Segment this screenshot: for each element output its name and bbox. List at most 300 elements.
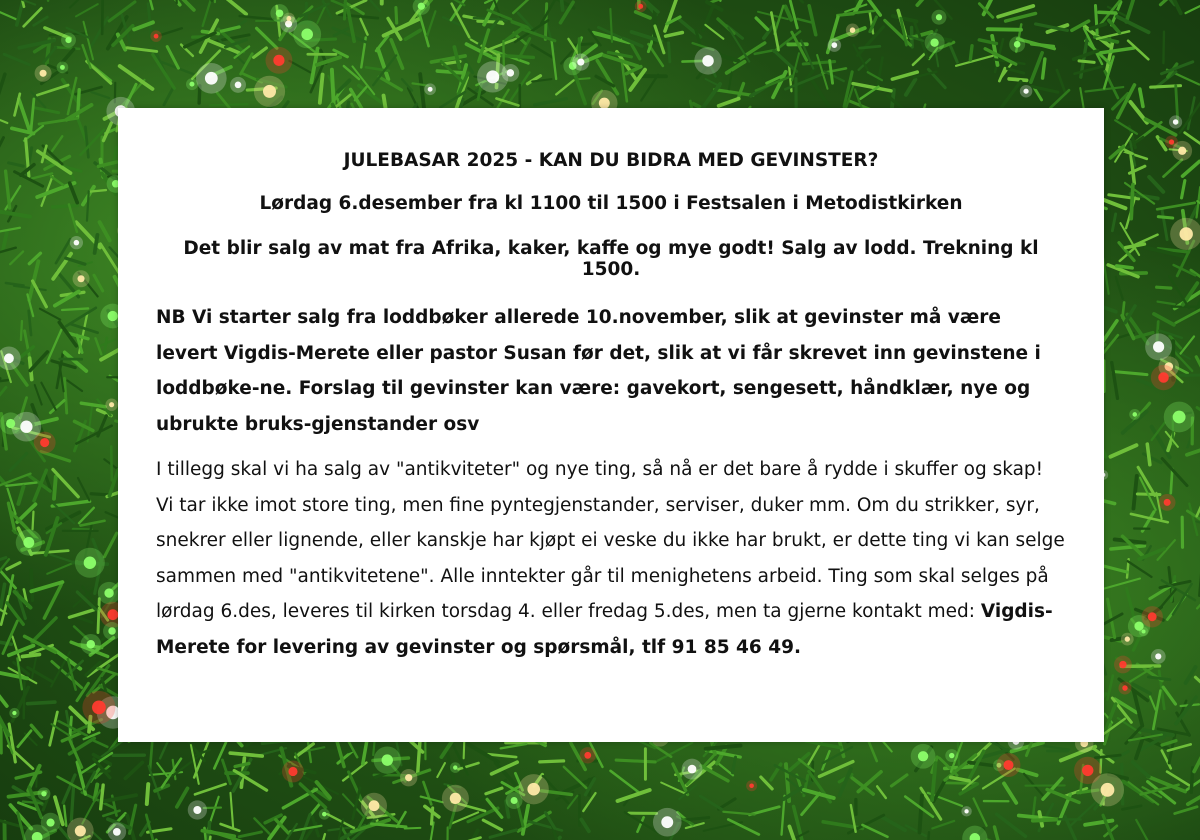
fir-needle: [0, 380, 8, 384]
fir-needle: [1123, 151, 1147, 159]
christmas-light: [40, 70, 47, 77]
fir-needle: [4, 54, 29, 64]
fir-needle: [230, 753, 262, 756]
fir-needle: [1104, 200, 1126, 208]
christmas-light: [276, 9, 284, 17]
fir-needle: [289, 61, 310, 72]
christmas-light: [1180, 227, 1193, 240]
fir-needle: [1103, 578, 1140, 589]
fir-needle: [33, 281, 47, 307]
christmas-light: [749, 783, 754, 788]
fir-needle: [641, 75, 658, 101]
fir-needle: [755, 50, 774, 54]
fir-needle: [782, 796, 785, 835]
christmas-light: [108, 627, 116, 635]
fir-needle: [50, 712, 58, 745]
fir-needle: [1120, 223, 1139, 255]
fir-needle: [203, 0, 214, 26]
fir-needle: [31, 99, 34, 131]
christmas-light: [1164, 499, 1171, 506]
fir-needle: [22, 654, 39, 656]
fir-needle: [1112, 214, 1115, 231]
christmas-light: [87, 640, 96, 649]
fir-needle: [556, 80, 573, 94]
fir-needle: [715, 90, 753, 96]
fir-needle: [1158, 302, 1175, 305]
fir-needle: [532, 45, 553, 57]
fir-needle: [100, 795, 136, 802]
christmas-light: [109, 402, 114, 407]
fir-needle: [100, 222, 110, 240]
fir-needle: [366, 0, 380, 11]
fir-needle: [454, 47, 459, 68]
fir-needle: [1133, 635, 1140, 650]
christmas-light: [1082, 765, 1093, 776]
fir-needle: [32, 173, 52, 178]
christmas-light: [850, 27, 856, 33]
fir-needle: [1033, 819, 1056, 820]
christmas-light: [577, 59, 584, 66]
fir-needle: [1183, 161, 1200, 176]
fir-needle: [974, 798, 987, 825]
christmas-light: [46, 819, 54, 827]
fir-needle: [391, 40, 402, 68]
fir-needle: [85, 127, 88, 157]
fir-needle: [1187, 449, 1200, 455]
fir-needle: [1111, 445, 1137, 457]
fir-needle: [69, 610, 94, 618]
fir-needle: [1180, 101, 1200, 133]
fir-needle: [239, 832, 261, 837]
fir-needle: [1158, 217, 1172, 218]
fir-needle: [17, 1, 23, 25]
fir-needle: [501, 744, 527, 748]
christmas-light: [382, 754, 393, 765]
fir-needle: [906, 79, 915, 94]
fir-needle: [574, 71, 586, 104]
fir-needle: [19, 99, 29, 130]
fir-needle: [540, 761, 564, 762]
christmas-light: [1155, 653, 1161, 659]
fir-needle: [1115, 120, 1137, 133]
christmas-light: [832, 42, 838, 48]
fir-needle: [111, 446, 112, 480]
christmas-light: [74, 240, 80, 246]
fir-needle: [344, 0, 346, 19]
fir-needle: [483, 820, 501, 830]
fir-needle: [150, 742, 152, 769]
fir-needle: [1186, 2, 1200, 13]
fir-needle: [71, 787, 73, 821]
fir-needle: [686, 823, 704, 828]
fir-needle: [790, 754, 809, 771]
fir-needle: [9, 724, 15, 762]
fir-needle: [98, 599, 99, 633]
fir-needle: [882, 817, 905, 830]
fir-needle: [728, 819, 759, 834]
fir-needle: [254, 48, 267, 57]
fir-needle: [771, 13, 778, 51]
fir-needle: [93, 832, 109, 840]
fir-needle: [195, 784, 226, 794]
fir-needle: [1018, 770, 1037, 776]
christmas-light: [84, 557, 96, 569]
fir-needle: [1117, 266, 1132, 268]
fir-needle: [906, 825, 926, 835]
fir-needle: [0, 114, 7, 123]
fir-needle: [402, 79, 412, 91]
christmas-light: [511, 797, 518, 804]
fir-needle: [719, 764, 733, 776]
fir-needle: [372, 824, 406, 827]
fir-needle: [720, 0, 725, 1]
fir-needle: [1133, 762, 1149, 777]
fir-needle: [919, 795, 921, 832]
fir-needle: [0, 12, 17, 20]
fir-needle: [1079, 61, 1094, 63]
christmas-light: [1023, 89, 1028, 94]
fir-needle: [1144, 454, 1162, 463]
christmas-light: [6, 419, 15, 428]
fir-needle: [970, 46, 972, 60]
fir-needle: [101, 785, 104, 809]
fir-needle: [35, 385, 42, 405]
fir-needle: [1095, 6, 1097, 34]
fir-needle: [1031, 44, 1053, 46]
fir-needle: [891, 775, 906, 786]
fir-needle: [437, 763, 445, 777]
fir-needle: [696, 30, 702, 52]
fir-needle: [359, 86, 386, 106]
christmas-light: [4, 353, 14, 363]
fir-needle: [90, 190, 106, 192]
fir-needle: [560, 0, 563, 10]
fir-needle: [784, 831, 808, 840]
christmas-light: [918, 751, 928, 761]
fir-needle: [34, 17, 48, 25]
christmas-light: [1173, 119, 1178, 124]
fir-needle: [10, 252, 23, 265]
fir-needle: [951, 777, 969, 781]
fir-needle: [67, 381, 82, 391]
fir-needle: [0, 584, 4, 610]
fir-needle: [483, 39, 516, 52]
fir-needle: [54, 477, 56, 499]
christmas-light: [12, 711, 16, 715]
fir-needle: [936, 52, 938, 67]
fir-needle: [3, 232, 7, 251]
fir-needle: [700, 796, 721, 809]
fir-needle: [581, 819, 589, 831]
fir-needle: [809, 6, 816, 35]
fir-needle: [34, 108, 59, 113]
christmas-light: [584, 752, 591, 759]
fir-needle: [513, 0, 538, 13]
fir-needle: [6, 171, 10, 208]
fir-needle: [51, 176, 63, 185]
fir-needle: [56, 47, 80, 49]
fir-needle: [44, 585, 61, 619]
fir-needle: [1149, 177, 1163, 192]
fir-needle: [149, 766, 160, 799]
fir-needle: [1128, 561, 1152, 577]
sale-description-line: Det blir salg av mat fra Afrika, kaker, kaffe og mye godt! Salg av lodd. Trekning kl 1500.: [183, 238, 1039, 280]
christmas-light: [107, 311, 117, 321]
fir-needle: [564, 767, 586, 788]
fir-needle: [862, 825, 887, 837]
fir-needle: [52, 136, 62, 151]
fir-needle: [6, 483, 36, 486]
fir-needle: [10, 454, 27, 471]
fir-needle: [1163, 687, 1175, 704]
christmas-light: [75, 825, 86, 836]
fir-needle: [378, 49, 388, 79]
fir-needle: [485, 0, 521, 3]
fir-needle: [1057, 70, 1066, 94]
christmas-light: [273, 55, 284, 66]
fir-needle: [1196, 522, 1200, 527]
fir-needle: [1182, 181, 1185, 198]
fir-needle: [1196, 357, 1200, 374]
fir-needle: [41, 383, 55, 410]
christmas-light: [1148, 612, 1157, 621]
fir-needle: [1004, 783, 1016, 802]
fir-needle: [622, 63, 627, 101]
christmas-light: [1134, 621, 1143, 630]
fir-needle: [6, 283, 24, 286]
fir-needle: [93, 740, 108, 747]
christmas-light: [1004, 760, 1014, 770]
fir-needle: [33, 512, 34, 530]
fir-needle: [535, 99, 567, 105]
fir-needle: [53, 206, 78, 207]
fir-needle: [32, 618, 56, 642]
christmas-light: [92, 700, 106, 714]
fir-needle: [1033, 798, 1035, 816]
christmas-light: [193, 806, 201, 814]
fir-needle: [738, 84, 744, 99]
christmas-light: [77, 275, 84, 282]
fir-needle: [988, 29, 1021, 30]
fir-needle: [568, 796, 578, 809]
announcement-card: [118, 108, 1104, 742]
fir-needle: [804, 790, 834, 798]
christmas-light: [288, 767, 297, 776]
fir-needle: [1097, 31, 1129, 38]
fir-needle: [396, 8, 397, 24]
fir-needle: [0, 228, 20, 234]
fir-needle: [418, 739, 420, 772]
fir-needle: [28, 702, 55, 704]
fir-needle: [1024, 774, 1043, 795]
fir-needle: [1163, 32, 1164, 63]
fir-needle: [104, 533, 116, 557]
christmas-light: [661, 816, 673, 828]
fir-needle: [773, 72, 786, 97]
fir-needle: [1140, 89, 1143, 106]
fir-needle: [824, 71, 843, 81]
christmas-light: [40, 438, 49, 447]
fir-needle: [774, 51, 797, 72]
christmas-light: [486, 70, 499, 83]
fir-needle: [215, 0, 246, 14]
fir-needle: [1186, 667, 1196, 683]
fir-needle: [705, 25, 723, 39]
fir-needle: [31, 725, 41, 737]
fir-needle: [317, 57, 340, 65]
fir-needle: [1162, 209, 1167, 239]
fir-needle: [1131, 185, 1133, 219]
fir-needle: [427, 11, 435, 35]
fir-needle: [21, 321, 22, 340]
fir-needle: [669, 43, 670, 62]
fir-needle: [487, 799, 502, 817]
christmas-light: [1169, 139, 1174, 144]
fir-needle: [76, 4, 98, 16]
fir-needle: [40, 309, 60, 320]
fir-needle: [1126, 0, 1134, 22]
christmas-light: [20, 421, 32, 433]
fir-needle: [1043, 59, 1045, 78]
fir-needle: [66, 258, 85, 264]
fir-needle: [756, 18, 767, 29]
fir-needle: [1189, 504, 1197, 535]
fir-needle: [7, 563, 20, 570]
fir-needle: [1075, 66, 1103, 73]
fir-needle: [37, 85, 68, 95]
fir-needle: [62, 308, 88, 310]
fir-needle: [30, 352, 47, 371]
fir-needle: [52, 361, 75, 368]
poster-title: JULEBASAR 2025 - KAN DU BIDRA MED GEVINSTER?: [343, 150, 879, 171]
christmas-light: [263, 85, 276, 98]
fir-needle: [88, 17, 108, 51]
fir-needle: [1162, 459, 1187, 486]
fir-needle: [176, 0, 177, 3]
fir-needle: [1126, 244, 1145, 248]
fir-needle: [241, 54, 253, 74]
fir-needle: [0, 211, 30, 216]
fir-needle: [1098, 48, 1134, 53]
fir-needle: [70, 183, 78, 203]
fir-needle: [221, 824, 240, 831]
christmas-light: [235, 82, 242, 89]
fir-needle: [1122, 806, 1141, 810]
fir-needle: [719, 99, 739, 106]
fir-needle: [1127, 588, 1134, 616]
fir-needle: [79, 508, 94, 523]
fir-needle: [1117, 17, 1149, 33]
fir-needle: [636, 12, 650, 18]
christmas-light: [638, 4, 643, 9]
christmas-light: [104, 588, 113, 597]
fir-needle: [1175, 807, 1197, 814]
fir-needle: [994, 827, 1003, 840]
fir-needle: [616, 760, 655, 762]
fir-needle: [257, 28, 277, 48]
fir-needle: [12, 636, 20, 660]
christmas-light: [205, 72, 218, 85]
fir-needle: [1107, 676, 1112, 700]
fir-needle: [877, 786, 886, 798]
nb-paragraph: NB Vi starter salg fra loddbøker allerede 10.november, slik at gevinster må være levert Vigdis-Merete eller pastor Susan før det, slik at vi får skrevet inn gevinstene i loddbøke-ne. Forslag til gevinster kan være: gavekort, sengesett, håndklær, nye og ubrukte bruks-gjenstander osv: [156, 307, 1041, 435]
fir-needle: [452, 4, 470, 38]
christmas-light: [1178, 147, 1186, 155]
fir-needle: [1150, 696, 1155, 709]
fir-needle: [611, 771, 639, 792]
fir-needle: [47, 0, 48, 1]
christmas-light: [65, 37, 71, 43]
fir-needle: [64, 806, 66, 826]
christmas-light: [527, 783, 540, 796]
fir-needle: [0, 387, 6, 405]
fir-needle: [320, 75, 323, 103]
fir-needle: [464, 742, 498, 762]
fir-needle: [0, 693, 7, 706]
christmas-light: [107, 609, 118, 620]
christmas-light: [418, 3, 425, 10]
fir-needle: [177, 788, 188, 807]
christmas-light: [702, 55, 713, 66]
fir-needle: [1194, 756, 1200, 771]
fir-needle: [221, 27, 239, 31]
fir-needle: [102, 0, 103, 34]
fir-needle: [969, 740, 994, 763]
christmas-light: [1173, 411, 1186, 424]
fir-needle: [64, 378, 66, 413]
fir-needle: [728, 28, 749, 62]
fir-needle: [240, 16, 273, 19]
fir-needle: [490, 830, 516, 837]
fir-needle: [127, 48, 157, 52]
fir-needle: [1099, 12, 1116, 13]
fir-needle: [9, 163, 24, 166]
info-paragraph: [156, 452, 1066, 665]
fir-needle: [3, 621, 17, 654]
fir-needle: [830, 61, 833, 84]
christmas-light: [113, 828, 121, 836]
fir-needle: [311, 803, 320, 814]
fir-needle: [1111, 546, 1144, 549]
christmas-light: [1122, 685, 1127, 690]
christmas-light: [688, 765, 697, 774]
fir-needle: [860, 46, 880, 48]
fir-needle: [397, 812, 406, 827]
fir-needle: [790, 1, 797, 28]
event-date-line: Lørdag 6.desember fra kl 1100 til 1500 i Festsalen i Metodistkirken: [259, 193, 963, 214]
christmas-light: [405, 774, 412, 781]
fir-needle: [1133, 476, 1136, 509]
fir-needle: [1157, 203, 1195, 210]
fir-needle: [63, 49, 74, 62]
fir-needle: [1166, 0, 1181, 13]
christmas-light: [369, 800, 380, 811]
christmas-light: [41, 791, 46, 796]
fir-needle: [47, 512, 80, 529]
fir-needle: [0, 460, 6, 486]
contact-details: Vigdis-Merete for levering av gevinster og spørsmål, tlf 91 85 46 49.: [156, 601, 1053, 658]
christmas-light: [1153, 341, 1164, 352]
fir-needle: [94, 275, 103, 291]
fir-needle: [1008, 69, 1024, 73]
fir-needle: [572, 44, 593, 46]
fir-needle: [361, 19, 368, 35]
fir-needle: [1113, 372, 1147, 375]
fir-needle: [1009, 79, 1026, 80]
fir-needle: [1044, 746, 1069, 749]
fir-needle: [1195, 677, 1200, 694]
fir-needle: [125, 762, 142, 778]
